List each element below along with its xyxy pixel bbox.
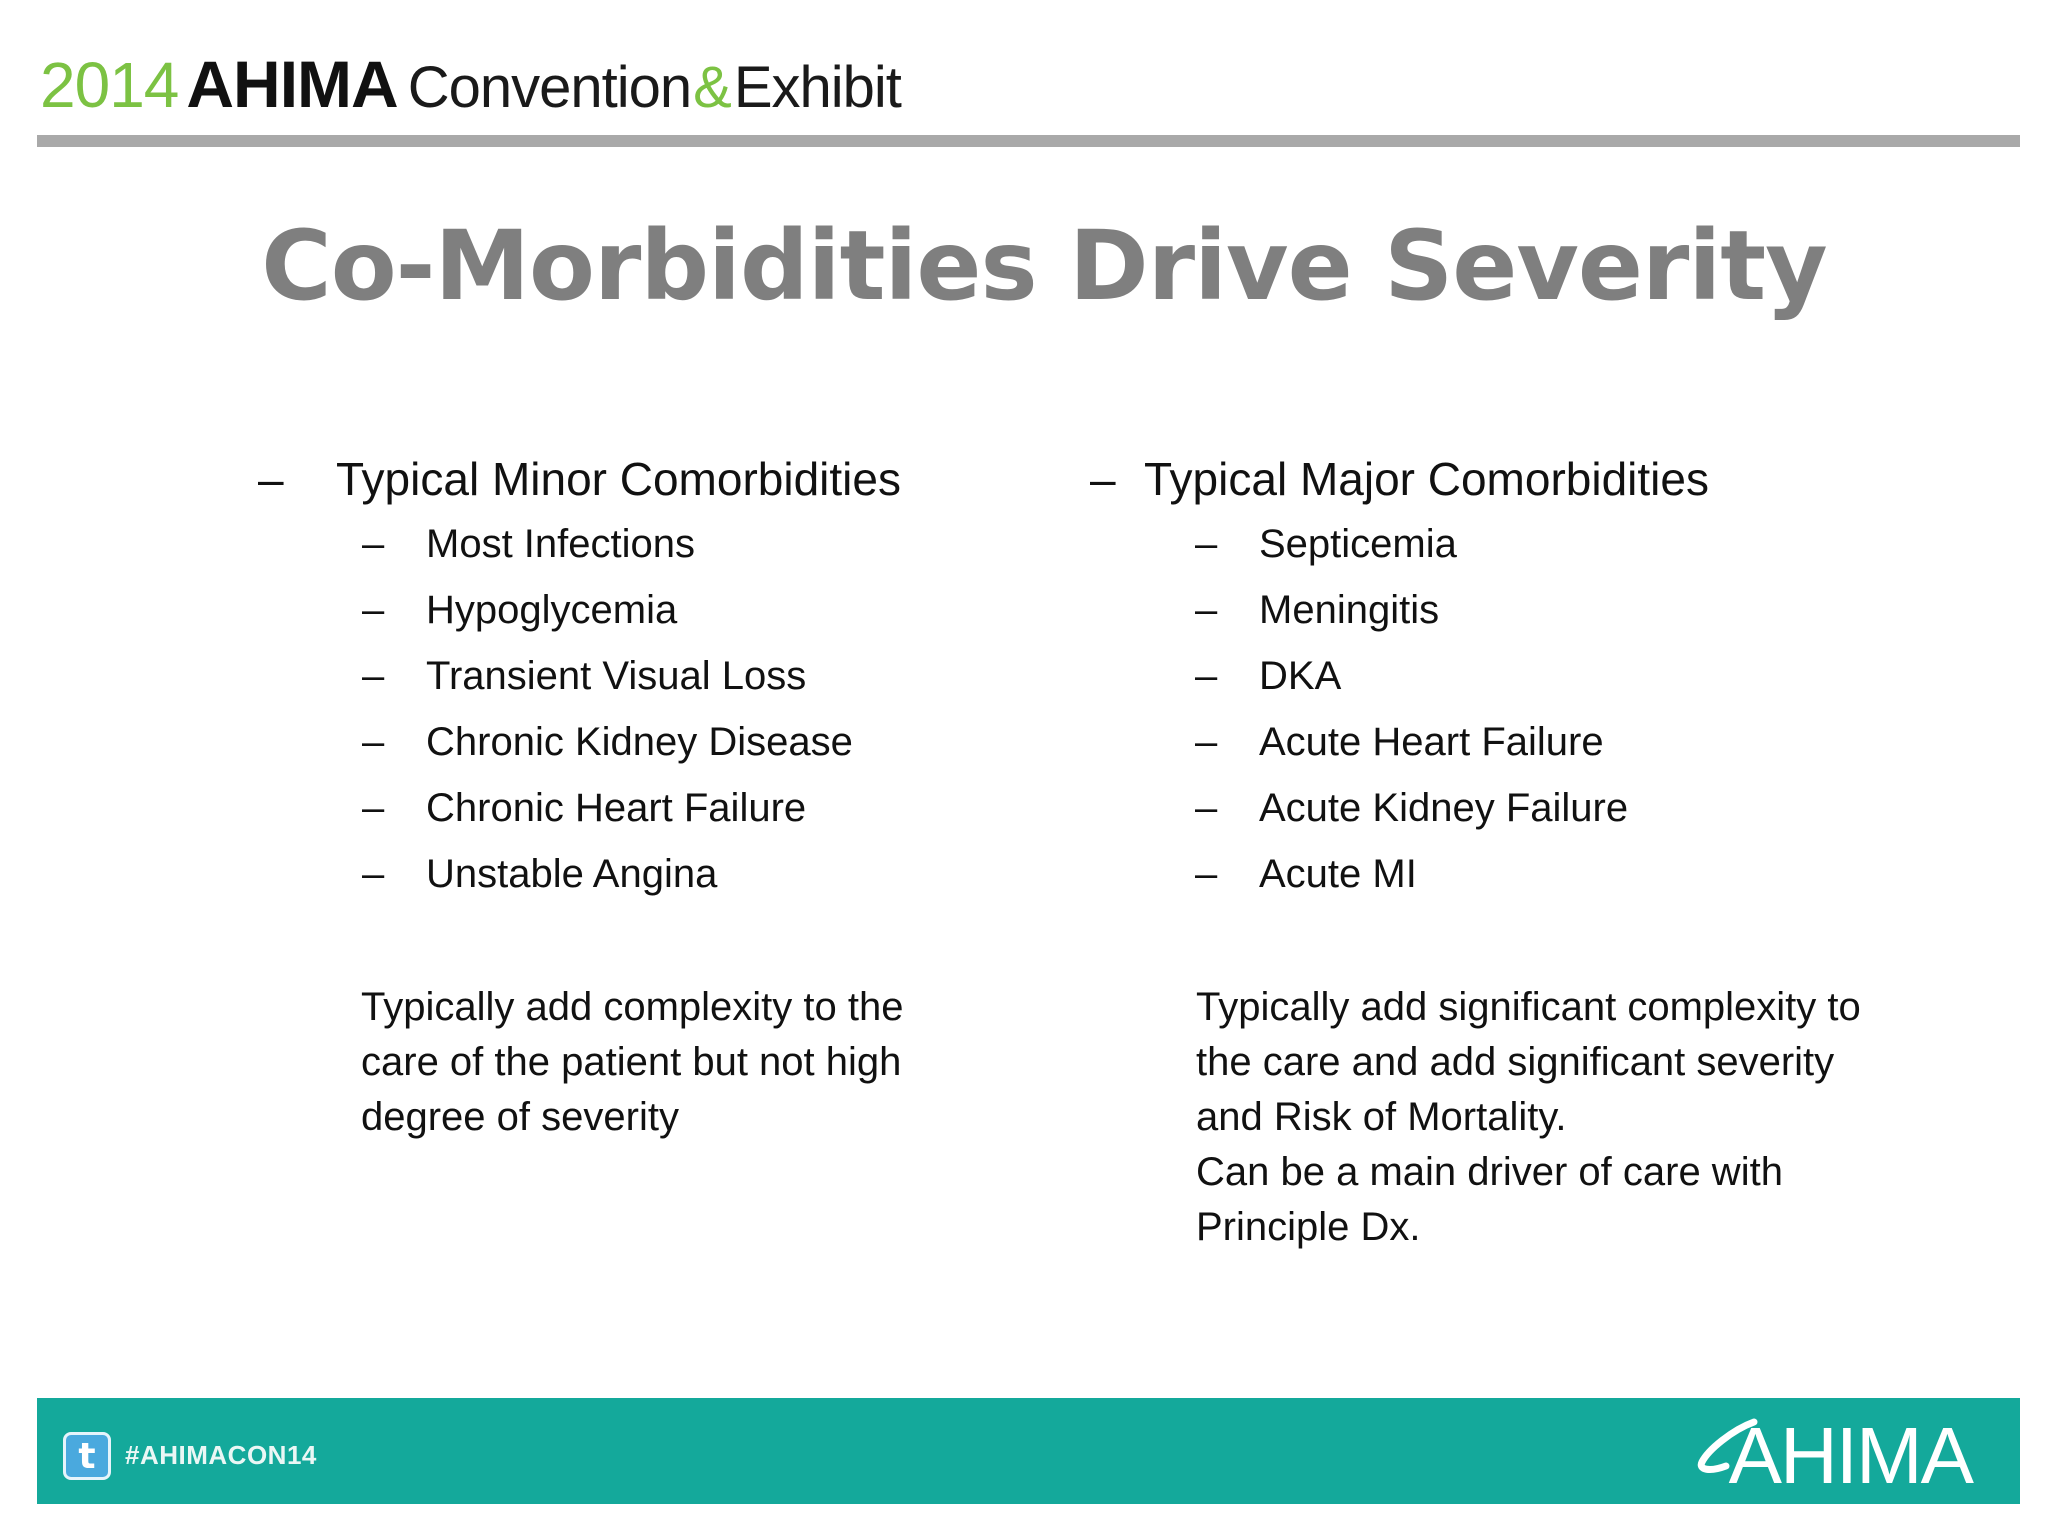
minor-item (362, 786, 807, 831)
major-item-label: Acute Heart Failure (1259, 720, 1604, 764)
major-item (1195, 720, 1604, 765)
major-note-line: and Risk of Mortality. (1196, 1095, 1567, 1139)
brand-ampersand: & (693, 55, 732, 120)
major-note-line: the care and add significant severity (1196, 1040, 1835, 1084)
header-divider (37, 135, 2020, 147)
major-note-line: Principle Dx. (1196, 1205, 1421, 1249)
bullet-dash: – (1195, 588, 1218, 632)
major-item-label: Septicemia (1259, 522, 1457, 566)
minor-note-line: care of the patient but not high (361, 1040, 902, 1084)
bullet-dash: – (362, 852, 385, 896)
bullet-dash: – (1195, 720, 1218, 764)
major-item-label: Meningitis (1259, 588, 1440, 632)
major-heading: Typical Major Comorbidities (1144, 453, 1709, 505)
major-note-line: Can be a main driver of care with (1196, 1150, 1783, 1194)
minor-item-label: Most Infections (426, 522, 696, 566)
major-item (1195, 852, 1417, 897)
brand-org: AHIMA (186, 47, 398, 121)
major-item (1195, 654, 1342, 699)
major-item (1195, 588, 1440, 633)
bullet-dash: – (362, 522, 385, 566)
bullet-dash: – (362, 588, 385, 632)
minor-item (362, 720, 853, 765)
minor-heading: Typical Minor Comorbidities (336, 453, 901, 505)
bullet-dash: – (362, 654, 385, 698)
minor-item (362, 588, 678, 633)
major-heading-dash: – (1090, 453, 1116, 505)
minor-item-label: Chronic Heart Failure (426, 786, 807, 830)
minor-note (361, 980, 903, 1145)
minor-note-line: Typically add complexity to the (361, 985, 904, 1029)
twitter-glyph: t (78, 1435, 96, 1477)
slide-title: Co-Morbidities Drive Severity (261, 210, 1827, 322)
major-note (1196, 980, 1861, 1255)
minor-item (362, 654, 807, 699)
minor-item (362, 522, 696, 567)
hashtag-label: #AHIMACON14 (125, 1440, 317, 1470)
major-item-label: DKA (1259, 654, 1342, 698)
minor-heading-dash: – (258, 453, 284, 505)
ahima-logo: AHIMA (1728, 1411, 1972, 1500)
bullet-dash: – (1195, 654, 1218, 698)
footer-bar (37, 1398, 2020, 1504)
major-note-line: Typically add significant complexity to (1196, 985, 1861, 1029)
minor-item-label: Transient Visual Loss (426, 654, 807, 698)
major-item-label: Acute Kidney Failure (1259, 786, 1629, 830)
bullet-dash: – (1195, 852, 1218, 896)
brand-year: 2014 (40, 49, 179, 121)
minor-item (362, 852, 718, 897)
minor-item-label: Chronic Kidney Disease (426, 720, 853, 764)
minor-item-label: Unstable Angina (426, 852, 718, 896)
bullet-dash: – (1195, 786, 1218, 830)
major-item (1195, 522, 1457, 567)
bullet-dash: – (1195, 522, 1218, 566)
twitter-icon (63, 1432, 111, 1480)
minor-note-line: degree of severity (361, 1095, 679, 1139)
brand-convention: Convention (407, 55, 692, 120)
bullet-dash: – (362, 720, 385, 764)
bullet-dash: – (362, 786, 385, 830)
conference-brand (40, 46, 901, 126)
major-item (1195, 786, 1629, 831)
minor-item-label: Hypoglycemia (426, 588, 678, 632)
major-item-label: Acute MI (1259, 852, 1417, 896)
brand-exhibit: Exhibit (733, 55, 901, 120)
